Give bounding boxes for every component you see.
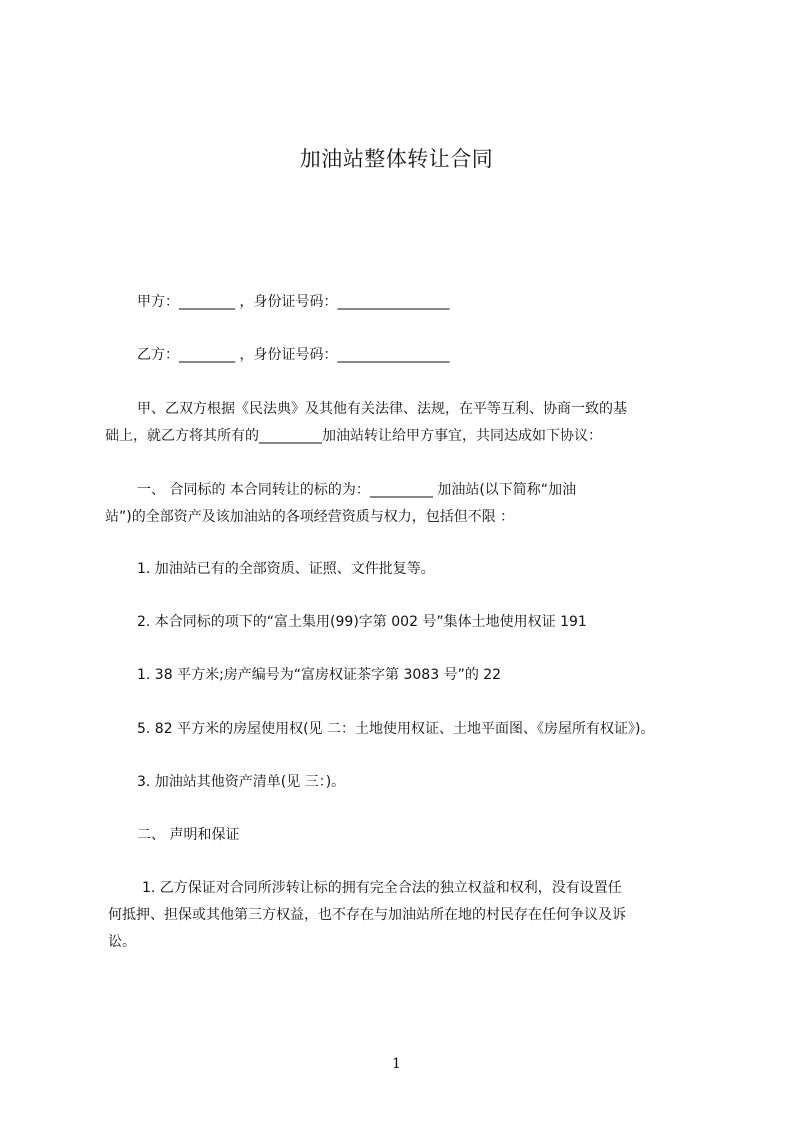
party-b-line: 乙方：________ ，身份证号码：________________: [137, 347, 450, 363]
section2-item1-line-1: 1. 乙方保证对合同所涉转让标的拥有完全合法的独立权益和权利，没有设置任: [142, 880, 622, 896]
page-title: 加油站整体转让合同: [299, 147, 494, 171]
section2-item1-line-2: 何抵押、担保或其他第三方权益，也不存在与加油站所在地的村民存在任何争议及诉: [108, 907, 626, 923]
page-number: 1: [392, 1056, 401, 1072]
list-item: 2. 本合同标的项下的“富土集用(99)字第 002 号”集体土地使用权证 191: [137, 614, 587, 630]
party-a-line: 甲方：________ ，身份证号码：________________: [137, 294, 450, 310]
list-item: 1. 加油站已有的全部资质、证照、文件批复等。: [137, 561, 435, 577]
list-item: 3. 加油站其他资产清单(见 三：)。: [137, 774, 346, 790]
list-item: 5. 82 平方米的房屋使用权(见 二：土地使用权证、土地平面图、《房屋所有权证》)。: [137, 721, 655, 737]
intro-line-1: 甲、乙双方根据《民法典》及其他有关法律、法规，在平等互利、协商一致的基: [137, 401, 627, 417]
list-item: 1. 38 平方米;房产编号为“富房权证茶字第 3083 号”的 22: [137, 667, 502, 683]
intro-line-2: 础上，就乙方将其所有的_________加油站转让给甲方事宜，共同达成如下协议：: [105, 428, 602, 444]
section1-line-2: 站”)的全部资产及该加油站的各项经营资质与权力，包括但不限 ：: [105, 509, 515, 525]
section2-heading: 二、 声明和保证: [137, 827, 240, 843]
section1-line-1: 一、 合同标的 本合同转让的标的为：_________ 加油站(以下简称“加油: [137, 482, 577, 498]
section2-item1-line-3: 讼。: [108, 934, 136, 950]
